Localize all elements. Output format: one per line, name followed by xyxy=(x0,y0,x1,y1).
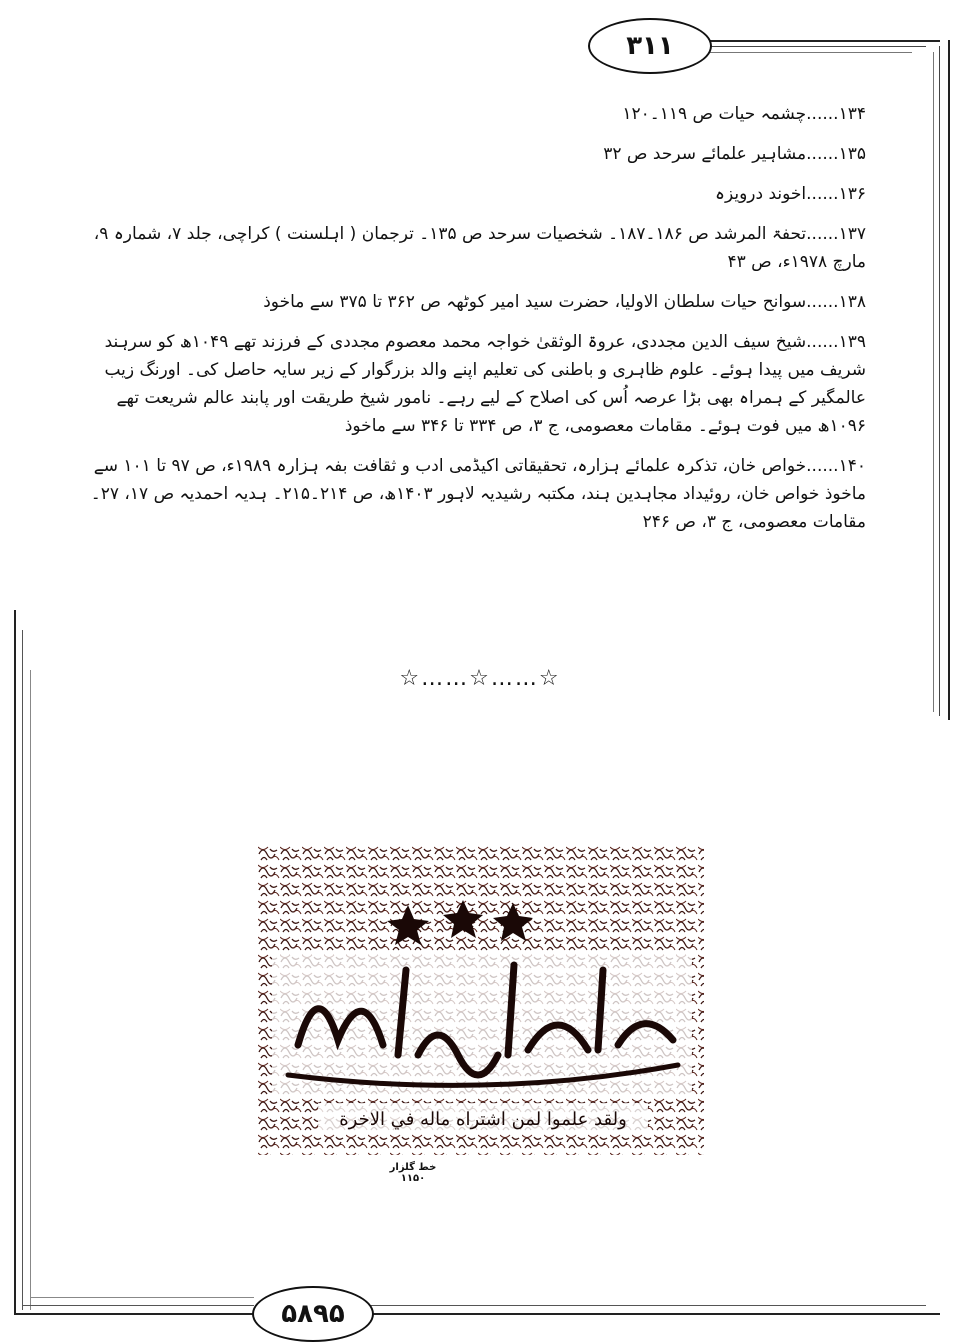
star-separator: ☆……☆……☆ xyxy=(399,666,561,691)
page-border-left xyxy=(14,610,16,1315)
footnote-text: تحفۃ المرشد ص ۱۸۶۔۱۸۷۔ شخصیات سرحد ص ۱۳۵۔ ترجمان ( اہلسنت ) کراچی، جلد ۷، شمارہ ۹، مارچ ۱۹۷۸ء، ص ۴۳ xyxy=(93,224,866,272)
footnote-137: ۱۳۷......تحفۃ المرشد ص ۱۸۶۔۱۸۷۔ شخصیات سرحد ص ۱۳۵۔ ترجمان ( اہلسنت ) کراچی، جلد ۷، شمارہ ۹، مارچ ۱۹۷۸ء، ص ۴۳ xyxy=(93,224,866,272)
calligraphy-artwork xyxy=(258,845,704,1155)
calligraphy-subline: ولقد علموا لمن اشتراه ماله في الاخرة xyxy=(339,1109,627,1130)
footnotes xyxy=(90,100,866,548)
page-border-top-inner2 xyxy=(700,52,912,53)
page-border-bottom-inner2 xyxy=(30,1297,254,1298)
page-border-right-inner xyxy=(939,46,940,716)
footnote-text: شیخ سیف الدین مجددی، عروۃ الوثقیٰ خواجہ محمد معصوم مجددی کے فرزند تھے ۱۰۴۹ھ کو سرہند شریف میں پیدا ہوئے۔ علوم ظاہری و باطنی کی تعلیم اپنے والد بزرگوار کے زیر سایہ حاصل کی۔ اورنگ زیب عالمگیر کے ہمراہ بھی بڑا عرصہ اُس کی اصلاح کے لیے رہے۔ نامور شیخ طریقت اور پابند عالم شریعت تھے ۱۰۹۶ھ میں فوت ہوئے۔ مقامات معصومی، ج ۳، ص ۳۳۴ تا ۳۴۶ سے ماخوذ xyxy=(104,332,866,436)
page-border-right xyxy=(948,40,950,720)
calligraphy-image xyxy=(258,845,704,1155)
page-border-left-inner xyxy=(22,630,23,1310)
calligraphy-caption: خط گلزار ۱۱۵۰ xyxy=(389,1162,437,1184)
page-border-left-inner2 xyxy=(30,670,31,1310)
top-page-number: ۳۱۱ xyxy=(588,18,712,74)
footnote-number: ۱۴۰ xyxy=(838,456,866,476)
footnote-135: ۱۳۵......مشاہیر علمائے سرحد ص ۳۲ xyxy=(603,144,866,164)
footnote-136: ۱۳۶......اخوند درویزہ xyxy=(715,184,866,204)
page-border-right-inner2 xyxy=(933,52,934,712)
page-border-top-inner xyxy=(700,46,926,47)
footnote-text: خواص خان، تذکرہ علمائے ہزارہ، تحقیقاتی اکیڈمی ادب و ثقافت بفہ ہزارہ ۱۹۸۹ء، ص ۹۷ تا ۱۰۱ سے ماخوذ خواص خان، روئیداد مجاہدین ہند، مکتبہ رشیدیہ لاہور ۱۴۰۳ھ، ص ۲۱۴۔۲۱۵۔ ہدیہ احمدیہ ص ۱۷، ۲۷۔ مقامات معصومی، ج ۳، ص ۲۴۶ xyxy=(90,456,866,532)
page-border-bottom-right xyxy=(370,1313,940,1315)
footnote-number: ۱۳۴ xyxy=(838,104,866,124)
footnote-138: ۱۳۸......سوانح حیات سلطان الاولیا، حضرت سید امیر کوٹھہ ص ۳۶۲ تا ۳۷۵ سے ماخوذ xyxy=(263,292,866,312)
page-border-bottom-right-inner xyxy=(370,1305,926,1306)
footnote-number: ۱۳۹ xyxy=(838,332,866,352)
footnote-134: ۱۳۴......چشمہ حیات ص ۱۱۹۔۱۲۰ xyxy=(622,104,866,124)
footnote-text: چشمہ حیات ص ۱۱۹۔۱۲۰ xyxy=(622,104,807,124)
footnote-number: ۱۳۵ xyxy=(838,144,866,164)
footnote-number: ۱۳۸ xyxy=(838,292,866,312)
page-border-bottom xyxy=(14,1313,254,1315)
footnote-text: سوانح حیات سلطان الاولیا، حضرت سید امیر کوٹھہ ص ۳۶۲ تا ۳۷۵ سے ماخوذ xyxy=(263,292,807,312)
footnote-140: ۱۴۰......خواص خان، تذکرہ علمائے ہزارہ، تحقیقاتی اکیڈمی ادب و ثقافت بفہ ہزارہ ۱۹۸۹ء، ص ۹۷ تا ۱۰۱ سے ماخوذ خواص خان، روئیداد مجاہدین ہند، مکتبہ رشیدیہ لاہور ۱۴۰۳ھ، ص ۲۱۴۔۲۱۵۔ ہدیہ احمدیہ ص ۱۷، ۲۷۔ مقامات معصومی، ج ۳، ص ۲۴۶ xyxy=(90,456,866,532)
page-border-bottom-inner xyxy=(22,1305,254,1306)
bottom-page-number: ۵۸۹۵ xyxy=(252,1286,374,1342)
footnote-text: اخوند درویزہ xyxy=(715,184,807,204)
footnote-139: ۱۳۹......شیخ سیف الدین مجددی، عروۃ الوثقیٰ خواجہ محمد معصوم مجددی کے فرزند تھے ۱۰۴۹ھ کو سرہند شریف میں پیدا ہوئے۔ علوم ظاہری و باطنی کی تعلیم اپنے والد بزرگوار کے زیر سایہ حاصل کی۔ اورنگ زیب عالمگیر کے ہمراہ بھی بڑا عرصہ اُس کی اصلاح کے لیے رہے۔ نامور شیخ طریقت اور پابند عالم شریعت تھے ۱۰۹۶ھ میں فوت ہوئے۔ مقامات معصومی، ج ۳، ص ۳۳۴ تا ۳۴۶ سے ماخوذ xyxy=(104,332,866,436)
footnote-number: ۱۳۷ xyxy=(838,224,866,244)
footnote-text: مشاہیر علمائے سرحد ص ۳۲ xyxy=(603,144,807,164)
footnote-number: ۱۳۶ xyxy=(838,184,866,204)
page-border-top xyxy=(700,40,940,42)
